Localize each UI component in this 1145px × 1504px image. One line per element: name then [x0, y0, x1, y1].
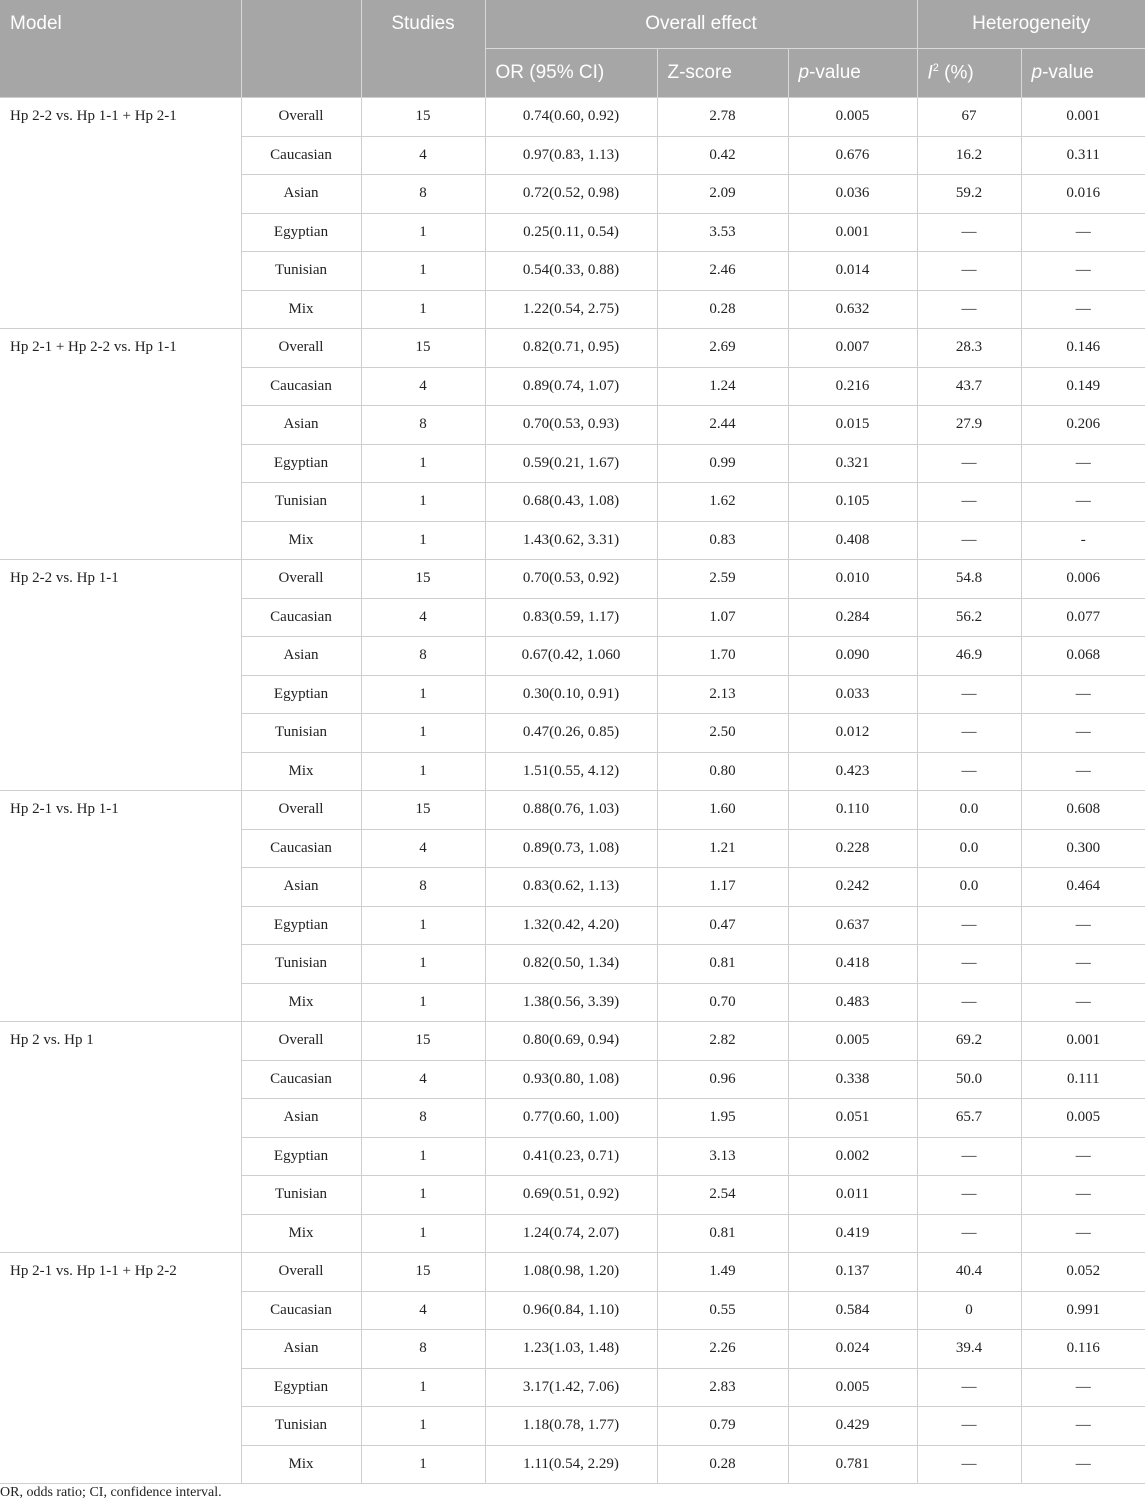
- i2-cell: —: [917, 444, 1021, 483]
- z-score-cell: 0.96: [657, 1060, 788, 1099]
- het-p-value-cell: 0.991: [1021, 1291, 1145, 1330]
- p-value-cell: 0.637: [788, 906, 917, 945]
- het-p-value-cell: 0.068: [1021, 637, 1145, 676]
- subgroup-cell: Caucasian: [241, 1060, 361, 1099]
- or-ci-cell: 1.23(1.03, 1.48): [485, 1330, 657, 1369]
- studies-cell: 1: [361, 1176, 485, 1215]
- studies-cell: 1: [361, 906, 485, 945]
- i2-cell: —: [917, 714, 1021, 753]
- subgroup-cell: Overall: [241, 1022, 361, 1061]
- subgroup-cell: Caucasian: [241, 1291, 361, 1330]
- subgroup-cell: Egyptian: [241, 906, 361, 945]
- or-ci-cell: 0.88(0.76, 1.03): [485, 791, 657, 830]
- z-score-cell: 1.70: [657, 637, 788, 676]
- or-ci-cell: 0.83(0.62, 1.13): [485, 868, 657, 907]
- z-score-cell: 1.49: [657, 1253, 788, 1292]
- or-ci-cell: 1.51(0.55, 4.12): [485, 752, 657, 791]
- p-value-cell: 0.418: [788, 945, 917, 984]
- i2-cell: 46.9: [917, 637, 1021, 676]
- subgroup-cell: Mix: [241, 1214, 361, 1253]
- p-value-cell: 0.005: [788, 1022, 917, 1061]
- studies-cell: 1: [361, 752, 485, 791]
- p-value-cell: 0.338: [788, 1060, 917, 1099]
- subgroup-cell: Asian: [241, 868, 361, 907]
- subgroup-cell: Mix: [241, 290, 361, 329]
- p-value-cell: 0.242: [788, 868, 917, 907]
- header-model: Model: [0, 0, 241, 98]
- z-score-cell: 2.82: [657, 1022, 788, 1061]
- het-p-value-cell: —: [1021, 444, 1145, 483]
- studies-cell: 15: [361, 98, 485, 137]
- i2-cell: 16.2: [917, 136, 1021, 175]
- het-p-value-cell: —: [1021, 945, 1145, 984]
- subgroup-cell: Asian: [241, 175, 361, 214]
- model-cell: Hp 2-1 vs. Hp 1-1: [0, 791, 241, 1022]
- i2-cell: —: [917, 252, 1021, 291]
- p-value-cell: 0.036: [788, 175, 917, 214]
- or-ci-cell: 1.32(0.42, 4.20): [485, 906, 657, 945]
- or-ci-cell: 0.70(0.53, 0.93): [485, 406, 657, 445]
- subgroup-cell: Caucasian: [241, 598, 361, 637]
- subgroup-cell: Mix: [241, 752, 361, 791]
- or-ci-cell: 1.18(0.78, 1.77): [485, 1407, 657, 1446]
- studies-cell: 1: [361, 213, 485, 252]
- or-ci-cell: 0.54(0.33, 0.88): [485, 252, 657, 291]
- het-p-value-cell: 0.005: [1021, 1099, 1145, 1138]
- p-value-cell: 0.284: [788, 598, 917, 637]
- or-ci-cell: 0.41(0.23, 0.71): [485, 1137, 657, 1176]
- subgroup-cell: Overall: [241, 791, 361, 830]
- subgroup-cell: Mix: [241, 1445, 361, 1484]
- or-ci-cell: 0.89(0.73, 1.08): [485, 829, 657, 868]
- p-value-cell: 0.024: [788, 1330, 917, 1369]
- p-value-cell: 0.014: [788, 252, 917, 291]
- het-p-value-cell: 0.608: [1021, 791, 1145, 830]
- or-ci-cell: 0.93(0.80, 1.08): [485, 1060, 657, 1099]
- z-score-cell: 0.55: [657, 1291, 788, 1330]
- z-score-cell: 0.28: [657, 290, 788, 329]
- z-score-cell: 2.26: [657, 1330, 788, 1369]
- i2-cell: 54.8: [917, 560, 1021, 599]
- studies-cell: 4: [361, 367, 485, 406]
- studies-cell: 1: [361, 983, 485, 1022]
- i2-cell: —: [917, 906, 1021, 945]
- het-p-value-cell: 0.052: [1021, 1253, 1145, 1292]
- z-score-cell: 2.09: [657, 175, 788, 214]
- model-cell: Hp 2 vs. Hp 1: [0, 1022, 241, 1253]
- subgroup-cell: Overall: [241, 329, 361, 368]
- subgroup-cell: Tunisian: [241, 483, 361, 522]
- studies-cell: 1: [361, 290, 485, 329]
- i2-cell: —: [917, 752, 1021, 791]
- or-ci-cell: 0.82(0.71, 0.95): [485, 329, 657, 368]
- subgroup-cell: Caucasian: [241, 367, 361, 406]
- z-score-cell: 0.79: [657, 1407, 788, 1446]
- z-score-cell: 2.78: [657, 98, 788, 137]
- het-p-value-cell: 0.116: [1021, 1330, 1145, 1369]
- i2-cell: 69.2: [917, 1022, 1021, 1061]
- z-score-cell: 0.81: [657, 1214, 788, 1253]
- i2-cell: —: [917, 213, 1021, 252]
- subgroup-cell: Mix: [241, 521, 361, 560]
- het-p-value-cell: —: [1021, 675, 1145, 714]
- studies-cell: 1: [361, 1368, 485, 1407]
- p-value-cell: 0.676: [788, 136, 917, 175]
- studies-cell: 1: [361, 675, 485, 714]
- z-score-cell: 0.99: [657, 444, 788, 483]
- header-blank: [241, 0, 361, 98]
- i2-cell: 0.0: [917, 868, 1021, 907]
- studies-cell: 1: [361, 1445, 485, 1484]
- p-value-cell: 0.408: [788, 521, 917, 560]
- z-score-cell: 0.47: [657, 906, 788, 945]
- z-score-cell: 2.44: [657, 406, 788, 445]
- or-ci-cell: 0.72(0.52, 0.98): [485, 175, 657, 214]
- studies-cell: 15: [361, 560, 485, 599]
- studies-cell: 8: [361, 1099, 485, 1138]
- p-value-cell: 0.012: [788, 714, 917, 753]
- p-value-cell: 0.110: [788, 791, 917, 830]
- i2-cell: —: [917, 1407, 1021, 1446]
- table-body: [0, 98, 1145, 1484]
- het-p-value-cell: 0.111: [1021, 1060, 1145, 1099]
- z-score-cell: 1.21: [657, 829, 788, 868]
- studies-cell: 1: [361, 945, 485, 984]
- or-ci-cell: 0.30(0.10, 0.91): [485, 675, 657, 714]
- or-ci-cell: 1.24(0.74, 2.07): [485, 1214, 657, 1253]
- p-value-cell: 0.137: [788, 1253, 917, 1292]
- studies-cell: 15: [361, 329, 485, 368]
- i2-cell: 39.4: [917, 1330, 1021, 1369]
- or-ci-cell: 0.89(0.74, 1.07): [485, 367, 657, 406]
- studies-cell: 15: [361, 791, 485, 830]
- or-ci-cell: 1.08(0.98, 1.20): [485, 1253, 657, 1292]
- or-ci-cell: 0.80(0.69, 0.94): [485, 1022, 657, 1061]
- or-ci-cell: 0.59(0.21, 1.67): [485, 444, 657, 483]
- studies-cell: 1: [361, 1407, 485, 1446]
- i2-cell: —: [917, 983, 1021, 1022]
- z-score-cell: 2.13: [657, 675, 788, 714]
- or-ci-cell: 0.97(0.83, 1.13): [485, 136, 657, 175]
- het-p-value-cell: 0.016: [1021, 175, 1145, 214]
- z-score-cell: 2.54: [657, 1176, 788, 1215]
- p-value-cell: 0.105: [788, 483, 917, 522]
- table-header: [0, 0, 1145, 98]
- p-value-cell: 0.090: [788, 637, 917, 676]
- subgroup-cell: Caucasian: [241, 136, 361, 175]
- p-value-cell: 0.051: [788, 1099, 917, 1138]
- p-value-cell: 0.429: [788, 1407, 917, 1446]
- i2-cell: 0.0: [917, 829, 1021, 868]
- p-value-cell: 0.007: [788, 329, 917, 368]
- p-value-cell: 0.216: [788, 367, 917, 406]
- model-cell: Hp 2-2 vs. Hp 1-1 + Hp 2-1: [0, 98, 241, 329]
- studies-cell: 4: [361, 598, 485, 637]
- z-score-cell: 2.46: [657, 252, 788, 291]
- het-p-value-cell: —: [1021, 1368, 1145, 1407]
- footnote: OR, odds ratio; CI, confidence interval.: [0, 1485, 222, 1500]
- header-overall-effect: Overall effect: [485, 0, 917, 49]
- z-score-cell: 1.62: [657, 483, 788, 522]
- or-ci-cell: 0.70(0.53, 0.92): [485, 560, 657, 599]
- het-p-value-cell: 0.001: [1021, 1022, 1145, 1061]
- i2-cell: 43.7: [917, 367, 1021, 406]
- het-p-value-cell: —: [1021, 1137, 1145, 1176]
- model-cell: Hp 2-2 vs. Hp 1-1: [0, 560, 241, 791]
- subgroup-cell: Overall: [241, 98, 361, 137]
- p-value-cell: 0.321: [788, 444, 917, 483]
- studies-cell: 1: [361, 521, 485, 560]
- i2-cell: —: [917, 290, 1021, 329]
- het-p-value-cell: —: [1021, 1407, 1145, 1446]
- table-row: [0, 98, 1145, 137]
- studies-cell: 8: [361, 406, 485, 445]
- subgroup-cell: Tunisian: [241, 1176, 361, 1215]
- i2-cell: 40.4: [917, 1253, 1021, 1292]
- or-ci-cell: 3.17(1.42, 7.06): [485, 1368, 657, 1407]
- p-value-cell: 0.423: [788, 752, 917, 791]
- header-or-ci: OR (95% CI): [485, 49, 657, 98]
- het-p-value-cell: 0.001: [1021, 98, 1145, 137]
- model-cell: Hp 2-1 vs. Hp 1-1 + Hp 2-2: [0, 1253, 241, 1484]
- z-score-cell: 2.50: [657, 714, 788, 753]
- z-score-cell: 0.81: [657, 945, 788, 984]
- or-ci-cell: 0.47(0.26, 0.85): [485, 714, 657, 753]
- i2-cell: —: [917, 483, 1021, 522]
- subgroup-cell: Overall: [241, 560, 361, 599]
- z-score-cell: 1.60: [657, 791, 788, 830]
- studies-cell: 4: [361, 136, 485, 175]
- het-p-value-cell: 0.464: [1021, 868, 1145, 907]
- header-i2: $I^2$ (%): [917, 49, 1021, 98]
- het-p-value-cell: —: [1021, 483, 1145, 522]
- studies-cell: 4: [361, 1291, 485, 1330]
- subgroup-cell: Mix: [241, 983, 361, 1022]
- subgroup-cell: Egyptian: [241, 1368, 361, 1407]
- studies-cell: 8: [361, 1330, 485, 1369]
- p-value-cell: 0.584: [788, 1291, 917, 1330]
- het-p-value-cell: —: [1021, 290, 1145, 329]
- het-p-value-cell: 0.300: [1021, 829, 1145, 868]
- studies-cell: 15: [361, 1022, 485, 1061]
- studies-cell: 1: [361, 483, 485, 522]
- i2-cell: —: [917, 675, 1021, 714]
- p-value-cell: 0.010: [788, 560, 917, 599]
- het-p-value-cell: 0.006: [1021, 560, 1145, 599]
- z-score-cell: 1.17: [657, 868, 788, 907]
- z-score-cell: 2.83: [657, 1368, 788, 1407]
- het-p-value-cell: —: [1021, 906, 1145, 945]
- z-score-cell: 0.70: [657, 983, 788, 1022]
- i2-cell: —: [917, 1176, 1021, 1215]
- i2-cell: —: [917, 1368, 1021, 1407]
- subgroup-cell: Tunisian: [241, 252, 361, 291]
- subgroup-cell: Overall: [241, 1253, 361, 1292]
- studies-cell: 1: [361, 1137, 485, 1176]
- i2-cell: 56.2: [917, 598, 1021, 637]
- studies-cell: 1: [361, 444, 485, 483]
- studies-cell: 1: [361, 1214, 485, 1253]
- or-ci-cell: 0.83(0.59, 1.17): [485, 598, 657, 637]
- z-score-cell: 1.07: [657, 598, 788, 637]
- studies-cell: 8: [361, 175, 485, 214]
- p-value-cell: 0.002: [788, 1137, 917, 1176]
- or-ci-cell: 1.38(0.56, 3.39): [485, 983, 657, 1022]
- subgroup-cell: Tunisian: [241, 945, 361, 984]
- header-p-value: p-value: [788, 49, 917, 98]
- header-z-score: Z-score: [657, 49, 788, 98]
- table-row: [0, 1253, 1145, 1292]
- z-score-cell: 0.80: [657, 752, 788, 791]
- or-ci-cell: 0.68(0.43, 1.08): [485, 483, 657, 522]
- p-value-cell: 0.011: [788, 1176, 917, 1215]
- or-ci-cell: 0.67(0.42, 1.060: [485, 637, 657, 676]
- het-p-value-cell: —: [1021, 213, 1145, 252]
- z-score-cell: 0.28: [657, 1445, 788, 1484]
- het-p-value-cell: -: [1021, 521, 1145, 560]
- het-p-value-cell: —: [1021, 1445, 1145, 1484]
- het-p-value-cell: —: [1021, 983, 1145, 1022]
- subgroup-cell: Caucasian: [241, 829, 361, 868]
- table-row: [0, 560, 1145, 599]
- subgroup-cell: Egyptian: [241, 213, 361, 252]
- het-p-value-cell: 0.311: [1021, 136, 1145, 175]
- or-ci-cell: 0.69(0.51, 0.92): [485, 1176, 657, 1215]
- z-score-cell: 0.83: [657, 521, 788, 560]
- p-value-cell: 0.001: [788, 213, 917, 252]
- studies-cell: 8: [361, 637, 485, 676]
- subgroup-cell: Asian: [241, 637, 361, 676]
- or-ci-cell: 0.82(0.50, 1.34): [485, 945, 657, 984]
- studies-cell: 1: [361, 714, 485, 753]
- z-score-cell: 3.53: [657, 213, 788, 252]
- p-value-cell: 0.483: [788, 983, 917, 1022]
- z-score-cell: 1.95: [657, 1099, 788, 1138]
- i2-cell: —: [917, 1445, 1021, 1484]
- or-ci-cell: 1.11(0.54, 2.29): [485, 1445, 657, 1484]
- i2-cell: 67: [917, 98, 1021, 137]
- studies-cell: 4: [361, 829, 485, 868]
- i2-cell: —: [917, 521, 1021, 560]
- i2-cell: —: [917, 1214, 1021, 1253]
- p-value-cell: 0.632: [788, 290, 917, 329]
- subgroup-cell: Egyptian: [241, 444, 361, 483]
- het-p-value-cell: 0.149: [1021, 367, 1145, 406]
- subgroup-cell: Egyptian: [241, 1137, 361, 1176]
- subgroup-cell: Egyptian: [241, 675, 361, 714]
- z-score-cell: 2.69: [657, 329, 788, 368]
- header-studies: Studies: [361, 0, 485, 98]
- p-value-cell: 0.228: [788, 829, 917, 868]
- i2-cell: 0.0: [917, 791, 1021, 830]
- het-p-value-cell: —: [1021, 252, 1145, 291]
- p-value-cell: 0.005: [788, 98, 917, 137]
- studies-cell: 15: [361, 1253, 485, 1292]
- subgroup-cell: Asian: [241, 1330, 361, 1369]
- het-p-value-cell: 0.206: [1021, 406, 1145, 445]
- model-cell: Hp 2-1 + Hp 2-2 vs. Hp 1-1: [0, 329, 241, 560]
- i2-cell: —: [917, 1137, 1021, 1176]
- or-ci-cell: 0.96(0.84, 1.10): [485, 1291, 657, 1330]
- i2-cell: 59.2: [917, 175, 1021, 214]
- het-p-value-cell: 0.146: [1021, 329, 1145, 368]
- het-p-value-cell: —: [1021, 752, 1145, 791]
- i2-cell: 28.3: [917, 329, 1021, 368]
- table-row: [0, 1022, 1145, 1061]
- p-value-cell: 0.781: [788, 1445, 917, 1484]
- i2-cell: 27.9: [917, 406, 1021, 445]
- het-p-value-cell: —: [1021, 714, 1145, 753]
- subgroup-cell: Asian: [241, 406, 361, 445]
- p-value-cell: 0.033: [788, 675, 917, 714]
- het-p-value-cell: 0.077: [1021, 598, 1145, 637]
- studies-cell: 4: [361, 1060, 485, 1099]
- z-score-cell: 1.24: [657, 367, 788, 406]
- studies-cell: 1: [361, 252, 485, 291]
- subgroup-cell: Tunisian: [241, 1407, 361, 1446]
- header-heterogeneity: Heterogeneity: [917, 0, 1145, 49]
- p-value-cell: 0.005: [788, 1368, 917, 1407]
- i2-cell: 0: [917, 1291, 1021, 1330]
- z-score-cell: 2.59: [657, 560, 788, 599]
- het-p-value-cell: —: [1021, 1214, 1145, 1253]
- studies-cell: 8: [361, 868, 485, 907]
- or-ci-cell: 0.25(0.11, 0.54): [485, 213, 657, 252]
- i2-cell: —: [917, 945, 1021, 984]
- subgroup-cell: Asian: [241, 1099, 361, 1138]
- or-ci-cell: 1.43(0.62, 3.31): [485, 521, 657, 560]
- het-p-value-cell: —: [1021, 1176, 1145, 1215]
- i2-cell: 65.7: [917, 1099, 1021, 1138]
- p-value-cell: 0.419: [788, 1214, 917, 1253]
- subgroup-cell: Tunisian: [241, 714, 361, 753]
- or-ci-cell: 0.74(0.60, 0.92): [485, 98, 657, 137]
- table-row: [0, 329, 1145, 368]
- table-row: [0, 791, 1145, 830]
- or-ci-cell: 1.22(0.54, 2.75): [485, 290, 657, 329]
- z-score-cell: 3.13: [657, 1137, 788, 1176]
- p-value-cell: 0.015: [788, 406, 917, 445]
- or-ci-cell: 0.77(0.60, 1.00): [485, 1099, 657, 1138]
- z-score-cell: 0.42: [657, 136, 788, 175]
- header-het-p-value: p-value: [1021, 49, 1145, 98]
- i2-cell: 50.0: [917, 1060, 1021, 1099]
